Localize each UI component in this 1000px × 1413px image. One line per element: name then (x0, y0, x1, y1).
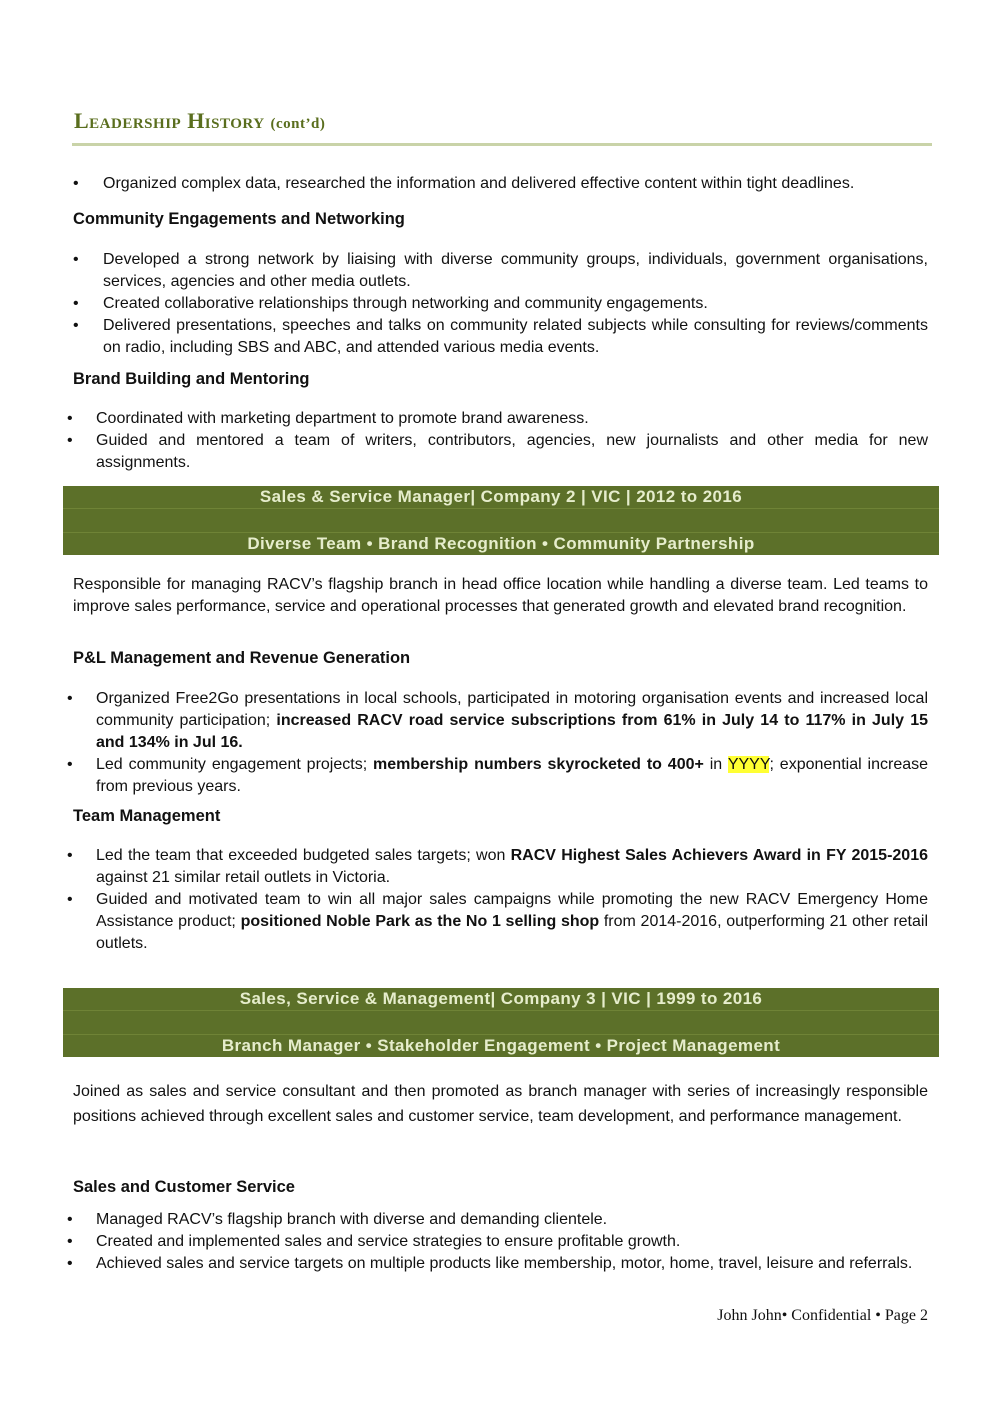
team-b1-text: Led the team that exceeded budgeted sales targets; won (96, 847, 511, 864)
list-item (73, 688, 928, 754)
job3-summary: Joined as sales and service consultant and then promoted as branch manager with series of increasingly responsible positions achieved through excellent sales and customer service, team development, and performance management. (73, 1083, 928, 1125)
pl-heading: P&L Management and Revenue Generation (73, 649, 411, 667)
job-banner-company-3 (63, 988, 939, 1057)
team-heading: Team Management (73, 807, 221, 825)
team-b1-bold: RACV Highest Sales Achievers Award in FY 2015-2016 (510, 847, 928, 864)
section-title (74, 108, 930, 134)
community-block (73, 210, 928, 229)
brand-heading: Brand Building and Mentoring (73, 370, 310, 388)
list-item (73, 889, 928, 955)
section-title-text: Leadership History (74, 108, 265, 133)
brand-list (73, 408, 928, 474)
job-banner-keywords: Diverse Team • Brand Recognition • Community Partnership (247, 534, 755, 553)
job2-summary-block (73, 574, 928, 618)
team-b2-bold: positioned Noble Park as the No 1 selling shop (240, 913, 600, 930)
sales-heading: Sales and Customer Service (73, 1178, 295, 1196)
pl-b1-text: Organized Free2Go presentations in local schools, participated in motoring organisation events and increased local community participation; (96, 690, 928, 729)
list-item: • Achieved sales and service targets on multiple products like membership, motor, home, travel, leisure and referrals. (73, 1253, 928, 1275)
section-title-cont: (cont’d) (270, 116, 326, 132)
job-banner-company-2 (63, 486, 939, 555)
pl-b2-highlight: YYYY (727, 756, 770, 773)
sales-heading-block (73, 1178, 928, 1197)
intro-block (73, 173, 928, 195)
pl-b1-bold: increased RACV road service subscriptions from 61% in July 14 to 117% in July 15 and 134% in Jul 16. (96, 712, 928, 751)
list-item (73, 754, 928, 798)
community-heading: Community Engagements and Networking (73, 210, 405, 228)
job-banner-title: Sales & Service Manager| Company 2 | VIC | 2012 to 2016 (259, 487, 743, 506)
list-item (73, 845, 928, 889)
page-footer: John John• Confidential • Page 2 (717, 1307, 928, 1324)
banner-gap (63, 508, 939, 533)
list-item: • Managed RACV’s flagship branch with diverse and demanding clientele. (73, 1209, 928, 1231)
team-b2-post: from 2014-2016, outperforming 21 other retail outlets. (96, 913, 928, 952)
pl-list (73, 688, 928, 798)
team-list (73, 845, 928, 955)
banner-gap (63, 1010, 939, 1035)
brand-block (73, 370, 928, 389)
pl-heading-block (73, 649, 928, 668)
list-item: • Coordinated with marketing department to promote brand awareness. (73, 408, 928, 430)
list-item: • Guided and mentored a team of writers, contributors, agencies, new journalists and other media for new assignments. (73, 430, 928, 474)
list-item: • Created and implemented sales and service strategies to ensure profitable growth. (73, 1231, 928, 1253)
community-list (73, 249, 928, 359)
pl-b2-post: ; exponential increase from previous years. (96, 756, 929, 795)
list-item: • Delivered presentations, speeches and talks on community related subjects while consulting for reviews/comments on radio, including SBS and ABC, and attended various media events. (73, 315, 928, 359)
job-banner-title: Sales, Service & Management| Company 3 | VIC | 1999 to 2016 (239, 989, 763, 1008)
section-divider (72, 143, 932, 146)
team-b2-text: Guided and motivated team to win all major sales campaigns while promoting the new RACV Emergency Home Assistance product; (96, 891, 928, 930)
list-item: • Organized complex data, researched the information and delivered effective content within tight deadlines. (73, 173, 928, 195)
pl-b2-bold: membership numbers skyrocketed to 400+ (373, 756, 704, 773)
job-banner-keywords: Branch Manager • Stakeholder Engagement • Project Management (221, 1036, 781, 1055)
job2-summary: Responsible for managing RACV’s flagship branch in head office location while handling a diverse team. Led teams to improve sales performance, service and operational processes that generated growth and elevated brand recognition. (73, 576, 928, 615)
team-b1-post: against 21 similar retail outlets in Victoria. (96, 869, 391, 886)
job3-summary-block (73, 1079, 928, 1129)
pl-b2-text: Led community engagement projects; (96, 756, 374, 773)
team-heading-block (73, 807, 928, 826)
pl-b2-mid: in (703, 756, 728, 773)
sales-list (73, 1209, 928, 1275)
list-item: • Developed a strong network by liaising with diverse community groups, individuals, government organisations, services, agencies and other media outlets. (73, 249, 928, 293)
list-item: • Created collaborative relationships through networking and community engagements. (73, 293, 928, 315)
